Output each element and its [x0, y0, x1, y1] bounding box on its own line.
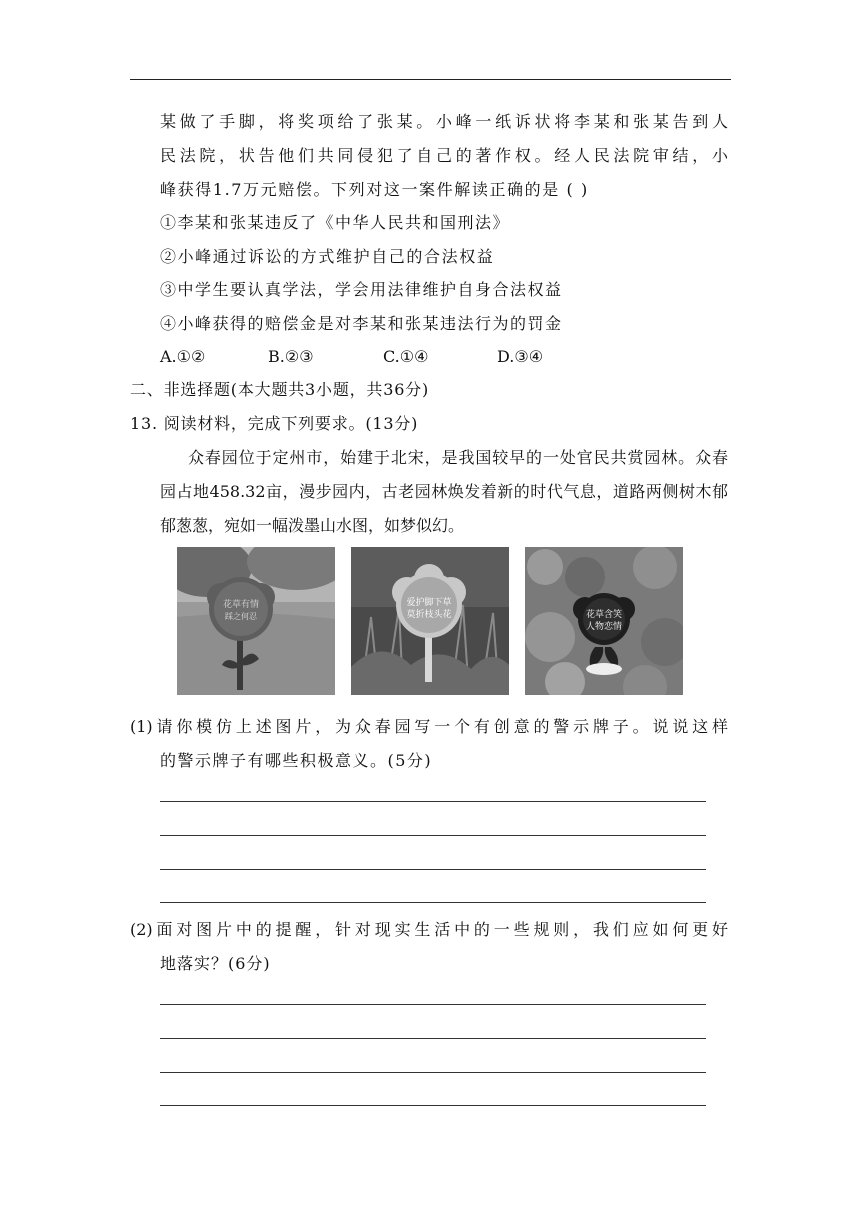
answer-line[interactable]: [160, 1004, 706, 1005]
q12-option-c: C.①④: [383, 347, 429, 366]
q12-statement-1: ①李某和张某违反了《中华人民共和国刑法》: [160, 213, 511, 232]
sign-3-text-2: 人物恋情: [585, 622, 623, 632]
answer-line[interactable]: [160, 869, 706, 870]
answer-line[interactable]: [160, 1072, 706, 1073]
sign-3-text-1: 花草含笑: [585, 610, 623, 620]
sign-1-text-2: 踩之何忍: [225, 612, 257, 621]
q13-material-line-1: 众春园位于定州市，始建于北宋，是我国较早的一处官民共赏园林。众春: [188, 448, 728, 467]
q13-sub2-line-2: 地落实？(6分): [160, 954, 271, 973]
q12-statement-4: ④小峰获得的赔偿金是对李某和张某违法行为的罚金: [160, 314, 563, 333]
answer-line[interactable]: [160, 801, 706, 802]
answer-line[interactable]: [160, 1038, 706, 1039]
header-rule: [130, 79, 731, 80]
q12-option-b: B.②③: [268, 347, 314, 366]
q12-statement-3: ③中学生要认真学法，学会用法律维护自身合法权益: [160, 280, 563, 299]
q13-sub2-line-1: (2)面对图片中的提醒，针对现实生活中的一些规则，我们应如何更好: [130, 920, 728, 939]
q13-material-line-2: 园占地458.32亩，漫步园内，古老园林焕发着新的时代气息，道路两侧树木郁: [160, 482, 728, 501]
q13-material-line-3: 郁葱葱，宛如一幅泼墨山水图，如梦似幻。: [160, 516, 465, 535]
q12-stem-line-3: 峰获得1.7万元赔偿。下列对这一案件解读正确的是 ( ): [160, 180, 589, 199]
q12-stem-line-2: 民法院，状告他们共同侵犯了自己的著作权。经人民法院审结，小: [160, 146, 728, 165]
q13-sub1-line-2: 的警示牌子有哪些积极意义。(5分): [160, 751, 433, 770]
answer-line[interactable]: [160, 1105, 706, 1106]
q12-option-a: A.①②: [160, 347, 206, 366]
answer-line[interactable]: [160, 835, 706, 836]
section-title: 二、非选择题(本大题共3小题，共36分): [130, 380, 430, 399]
sign-1-text-1: 花草有情: [222, 600, 260, 610]
photo-sign-2: [351, 547, 509, 695]
q12-statement-2: ②小峰通过诉讼的方式维护自己的合法权益: [160, 247, 495, 266]
q13-sub1-line-1: (1)请你模仿上述图片，为众春园写一个有创意的警示牌子。说说这样: [130, 717, 728, 736]
q12-option-d: D.③④: [497, 347, 544, 366]
sign-2-text-2: 莫折枝头花: [406, 610, 452, 620]
photo-sign-1: [177, 547, 335, 695]
answer-line[interactable]: [160, 902, 706, 903]
q13-header: 13. 阅读材料，完成下列要求。(13分): [130, 414, 419, 433]
sign-2-text-1: 爱护脚下草: [406, 598, 452, 608]
photo-sign-3: [525, 547, 683, 695]
q12-stem-line-1: 某做了手脚，将奖项给了张某。小峰一纸诉状将李某和张某告到人: [160, 112, 728, 131]
